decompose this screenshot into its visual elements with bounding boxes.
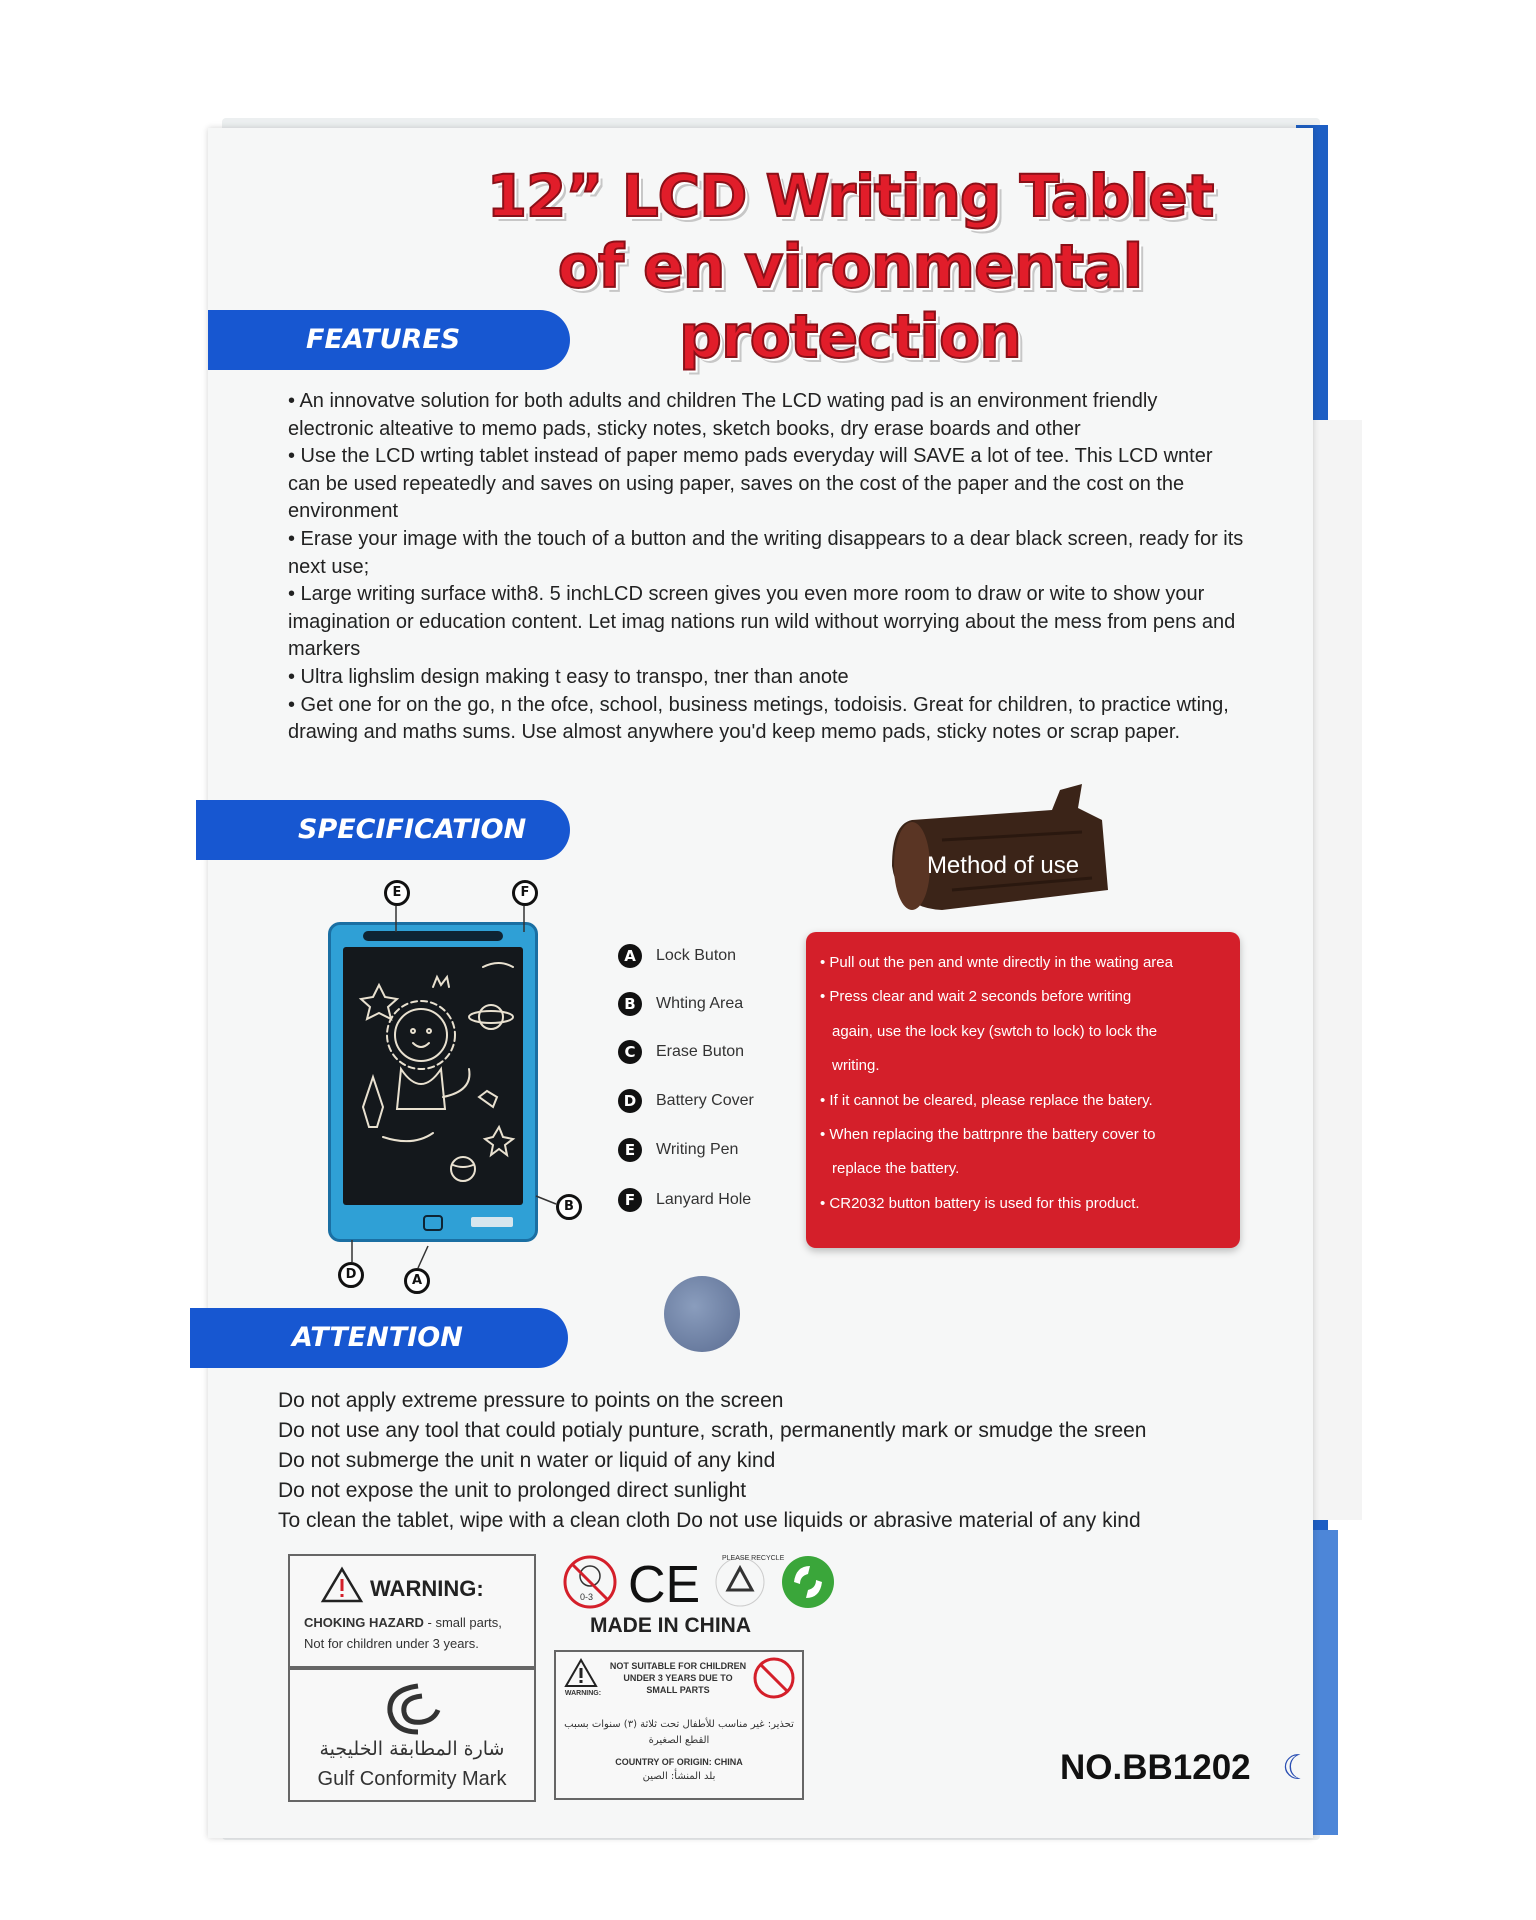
recycle-icon bbox=[716, 1558, 764, 1606]
part-letter: E bbox=[618, 1138, 642, 1162]
gulf-mark-arabic: شارة المطابقة الخليجية bbox=[319, 1738, 505, 1760]
method-of-use-label: Method of use bbox=[926, 852, 1080, 879]
part-letter: A bbox=[618, 944, 642, 968]
ce-mark: CE bbox=[628, 1556, 701, 1614]
method-line: again, use the lock key (swtch to lock) to lock the bbox=[832, 1022, 1158, 1040]
attention-line: Do not use any tool that could potialy punture, scrath, permanently mark or smudge the sreen bbox=[278, 1419, 1147, 1442]
attention-line: To clean the tablet, wipe with a clean cloth Do not use liquids or abrasive material of any kind bbox=[278, 1509, 1141, 1532]
model-number: NO.BB1202 bbox=[1060, 1748, 1251, 1787]
choking-warning-box bbox=[288, 1554, 536, 1668]
arabic-warning: تحذير: غير مناسب للأطفال تحت ثلاثة (٣) سنوات بسبب bbox=[564, 1719, 794, 1730]
features-banner: FEATURES bbox=[208, 310, 570, 370]
wood-log-illustration bbox=[882, 780, 1122, 920]
diagram-letter-b: B bbox=[556, 1194, 582, 1220]
diagram-letter-d: D bbox=[338, 1262, 364, 1288]
country-of-origin-arabic: بلد المنشأ: الصين bbox=[642, 1771, 716, 1782]
method-of-use-box bbox=[806, 932, 1240, 1248]
diagram-letter-e: E bbox=[384, 880, 410, 906]
crescent-icon: ☾ bbox=[1282, 1749, 1313, 1787]
small-warning-triangle-icon bbox=[564, 1658, 598, 1688]
part-letter: F bbox=[618, 1188, 642, 1212]
warning-hazard: CHOKING HAZARD bbox=[304, 1615, 424, 1630]
specification-banner: SPECIFICATION bbox=[196, 800, 570, 860]
method-line: • CR2032 button battery is used for this product. bbox=[820, 1194, 1140, 1212]
made-in-china: MADE IN CHINA bbox=[590, 1614, 751, 1637]
feature-item: • Erase your image with the touch of a button and the writing disappears to a dear black screen, ready for its next use; bbox=[288, 527, 1244, 578]
feature-item: • Ultra lighslim design making t easy to transpo, tner than anote bbox=[288, 665, 849, 688]
gulf-conformity-box bbox=[288, 1668, 536, 1802]
part-letter: D bbox=[618, 1089, 642, 1113]
warning-hazard-rest: - small parts, bbox=[423, 1615, 502, 1630]
part-label: Lock Buton bbox=[656, 947, 737, 964]
gulf-conformity-mark-icon bbox=[378, 1680, 446, 1738]
warning-text bbox=[304, 1612, 524, 1654]
method-line: writing. bbox=[832, 1057, 880, 1075]
part-label: Writing Pen bbox=[656, 1141, 739, 1158]
country-of-origin: COUNTRY OF ORIGIN: CHINA bbox=[615, 1757, 743, 1767]
part-label: Lanyard Hole bbox=[656, 1191, 752, 1208]
diagram-letter-a: A bbox=[404, 1268, 430, 1294]
method-line: replace the battery. bbox=[832, 1160, 960, 1178]
certification-icons bbox=[562, 1552, 842, 1614]
warning-triangle-icon bbox=[320, 1566, 364, 1604]
small-warning-label: WARNING: bbox=[564, 1690, 602, 1697]
feature-item: • Large writing surface with8. 5 inchLCD screen gives you even more room to draw or wite to show your imagination or education content. Let imag nations run wild without worrying about the mess from pens and markers bbox=[288, 583, 1236, 661]
age-label: 0-3 bbox=[580, 1592, 594, 1602]
warning-age: Not for children under 3 years. bbox=[304, 1636, 479, 1651]
method-line: • When replacing the battrpnre the battery cover to bbox=[820, 1126, 1156, 1144]
felt-eraser-circle bbox=[664, 1276, 740, 1352]
product-title-line1: 12” LCD Writing Tablet bbox=[486, 162, 1214, 230]
feature-item: • Use the LCD wrting tablet instead of paper memo pads everyday will SAVE a lot of tee. This LCD wnter can be used repeatedly and saves on using paper, saves on the cost of the paper and the cost on the environment bbox=[288, 445, 1213, 523]
small-parts-label-box bbox=[554, 1650, 804, 1800]
green-dot-icon bbox=[782, 1556, 834, 1608]
method-line: • Pull out the pen and wnte directly in the wating area bbox=[820, 954, 1173, 971]
small-age-restriction-icon bbox=[752, 1656, 796, 1700]
product-title-line2: of en vironmental protection bbox=[557, 232, 1143, 372]
attention-line: Do not apply extreme pressure to points on the screen bbox=[278, 1389, 784, 1412]
method-line: • Press clear and wait 2 seconds before writing bbox=[820, 988, 1132, 1006]
diagram-letter-f: F bbox=[512, 880, 538, 906]
attention-list bbox=[278, 1386, 1258, 1536]
not-suitable-text: NOT SUITABLE FOR CHILDREN UNDER 3 YEARS DUE TO SMALL PARTS bbox=[609, 1661, 747, 1695]
part-letter: C bbox=[618, 1040, 642, 1064]
arabic-small-parts: القطع الصغيرة bbox=[648, 1735, 710, 1746]
attention-banner: ATTENTION bbox=[190, 1308, 568, 1368]
gulf-mark-english: Gulf Conformity Mark bbox=[317, 1768, 507, 1790]
feature-item: • Get one for on the go, n the ofce, school, business metings, todoisis. Great for children, to practice wting, drawing and maths sums. Use almost anywhere you'd keep memo pads, sticky notes or scrap paper. bbox=[288, 693, 1229, 744]
part-label: Whting Area bbox=[656, 995, 744, 1012]
part-label: Battery Cover bbox=[656, 1092, 754, 1109]
attention-line: Do not expose the unit to prolonged direct sunlight bbox=[278, 1479, 747, 1502]
method-line: • If it cannot be cleared, please replace the batery. bbox=[820, 1091, 1153, 1109]
part-letter: B bbox=[618, 992, 642, 1016]
attention-line: Do not submerge the unit n water or liquid of any kind bbox=[278, 1449, 776, 1472]
part-label: Erase Buton bbox=[656, 1043, 745, 1060]
warning-title: WARNING: bbox=[370, 1576, 484, 1601]
feature-item: • An innovatve solution for both adults and children The LCD wating pad is an environment friendly electronic alteative to memo pads, sticky notes, sketch books, dry erase boards and other bbox=[288, 390, 1158, 440]
recycle-text: PLEASE RECYCLE bbox=[722, 1555, 785, 1562]
